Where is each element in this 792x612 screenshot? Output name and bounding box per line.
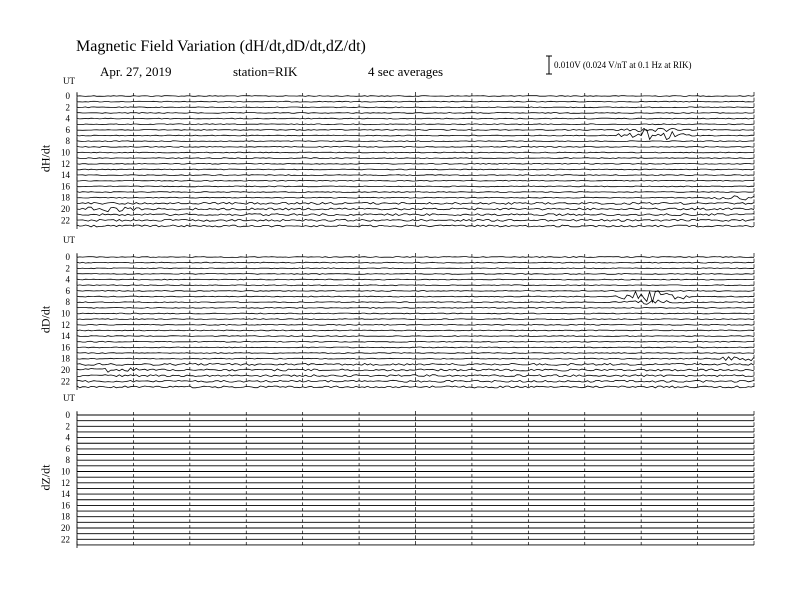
hour-tick-label: 8 (65, 136, 70, 147)
hour-tick-label: 22 (61, 534, 70, 545)
hour-tick-label: 2 (65, 263, 70, 274)
panel-dddt (61, 252, 754, 390)
hour-tick-label: 12 (61, 158, 70, 169)
scale-label: 0.010V (0.024 V/nT at 0.1 Hz at RIK) (554, 60, 692, 70)
hour-tick-label: 10 (61, 308, 70, 319)
hour-tick-label: 22 (61, 215, 70, 226)
ut-axis-label: UT (63, 235, 75, 245)
hour-tick-label: 0 (65, 252, 70, 262)
hour-tick-label: 8 (65, 455, 70, 466)
hour-tick-label: 16 (61, 342, 70, 353)
ut-axis-label: UT (63, 393, 75, 403)
scale-bar (546, 56, 552, 74)
hour-tick-label: 12 (61, 477, 70, 488)
hour-tick-label: 16 (61, 181, 70, 192)
hour-tick-label: 6 (65, 443, 70, 454)
hour-tick-label: 6 (65, 124, 70, 135)
panel-ylabel: dH/dt (38, 144, 53, 173)
hour-tick-label: 16 (61, 500, 70, 511)
panel-ylabel: dZ/dt (38, 464, 53, 491)
hour-tick-label: 10 (61, 466, 70, 477)
panel-dhdt (61, 91, 754, 229)
averaging-label: 4 sec averages (368, 64, 444, 79)
hour-tick-label: 20 (61, 523, 70, 533)
hour-tick-label: 18 (61, 353, 70, 364)
hour-tick-label: 22 (61, 376, 70, 387)
hour-tick-label: 12 (61, 319, 70, 330)
hour-tick-label: 14 (61, 170, 70, 181)
hour-tick-label: 6 (65, 285, 70, 296)
ut-axis-label: UT (63, 76, 75, 86)
hour-tick-label: 10 (61, 147, 70, 158)
hour-tick-label: 14 (61, 489, 70, 500)
date-label: Apr. 27, 2019 (100, 64, 172, 79)
hour-tick-label: 2 (65, 421, 70, 432)
hour-tick-label: 14 (61, 331, 70, 342)
chart-title: Magnetic Field Variation (dH/dt,dD/dt,dZ/dt) (76, 38, 366, 55)
hour-tick-label: 0 (65, 410, 70, 420)
panel-ylabel: dD/dt (38, 305, 53, 334)
hour-tick-label: 4 (65, 113, 70, 124)
hour-tick-label: 18 (61, 192, 70, 203)
hour-tick-label: 4 (65, 432, 70, 443)
hour-tick-label: 8 (65, 297, 70, 308)
hour-tick-label: 20 (61, 365, 70, 375)
hour-tick-label: 4 (65, 274, 70, 285)
hour-tick-label: 2 (65, 102, 70, 113)
hour-tick-label: 20 (61, 204, 70, 214)
station-label: station=RIK (233, 64, 298, 79)
panel-dzdt (61, 410, 754, 548)
hour-tick-label: 18 (61, 511, 70, 522)
hour-tick-label: 0 (65, 91, 70, 101)
